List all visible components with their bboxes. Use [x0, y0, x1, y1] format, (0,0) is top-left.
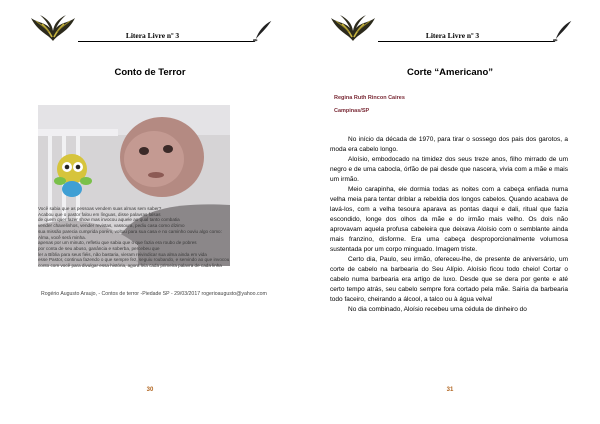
poem-line: apenas por um minuto, refletiu que sabia que o que fazia era roubo de pobres	[38, 240, 197, 246]
poem-line: conto com você para divulgar essa história, agora leia cada primeira palavra de cada linha	[38, 263, 222, 269]
poem-line: Acabou que o pastor falou em línguas, disse palavras falsas	[38, 211, 161, 217]
right-page	[300, 0, 600, 424]
poem-line: ler a Bíblia para seus fiéis, não bastaria, vieram reivindicar sua alma ainda em vida	[38, 251, 207, 257]
poem-line: Alma, você será minha.	[38, 234, 86, 240]
author-name: Regina Ruth Rincon Caires	[334, 95, 405, 101]
poem-line: sua missão parecia cumprida porém, voltou para sua casa e no caminho ouviu algo como:	[38, 228, 222, 234]
poem-line: Você sabia que as pessoas vendem suas almas sem saber?	[38, 206, 162, 211]
page-header	[30, 14, 275, 46]
story-body	[330, 135, 568, 315]
author-credit: Rogério Augusto Araujo, - Contos de terror -Piedade SP - 29/03/2017 rogerioaugusto@yahoo.com	[41, 291, 267, 297]
author-city: Campinas/SP	[334, 108, 370, 114]
header-rule	[378, 41, 555, 42]
paragraph: No dia combinado, Aloísio recebeu uma cédula de dinheiro do	[348, 306, 527, 313]
story-title: Conto de Terror	[114, 67, 186, 78]
paragraph: Certo dia, Paulo, seu irmão, ofereceu-lhe, de presente de aniversário, um corte de cabelo na barbearia do Seu Alípio. Aloísio ficou todo cheio! Cortar o cabelo numa barbearia era artigo de luxo. Desde que se dera por gente e até certo tempo atrás, seu cabelo sempre fora cortado pela mãe. Sairia da barbearia todo faceiro, cheirando a álcool, a talco ou à água velva!	[330, 256, 568, 303]
poem-line: de quem quer fazer show mas invocou aquele ao qual tanto combatia	[38, 217, 180, 223]
quill-pen-icon	[253, 20, 275, 42]
magazine-name: Litera Livre nº 3	[425, 31, 480, 40]
page-number: 30	[146, 387, 154, 393]
page-number: 31	[446, 387, 454, 393]
paragraph: No início da década de 1970, para tirar o sossego dos pais dos garotos, a moda era cabelo longo.	[330, 136, 568, 153]
magazine-name: Litera Livre nº 3	[125, 31, 180, 40]
quill-pen-icon	[553, 20, 575, 42]
paragraph: Meio carapinha, ele dormia todas as noites com a cabeça enfiada numa velha meia para tentar driblar a rebeldia dos longos cabelos. Quando acabava de lavá-los, com a velha tesoura aparava as pontas daqui e dali, ritual que fazia escondido, longe dos olhos da mãe e do irmão mais velho. Os dois não aprovavam aquela profusa cabeleira que deixava Aloísio com o semblante ainda mais franzino, disforme. Era uma cabeça desproporcionalmente volumosa sustentada por um corpo minguado. Imagem triste.	[330, 186, 568, 253]
page-header	[330, 14, 575, 46]
poem-line: por conta de seu abuso, ganância e soberba, percebeu que	[38, 245, 160, 251]
story-title: Corte “Americano”	[406, 67, 494, 78]
poem-line: esse Pastor, continua fazendo o que sempre fez, seguiu roubando, e servindo ao que invocou	[38, 257, 230, 263]
photo-caption-poem	[38, 206, 238, 269]
poem-line: vender chavelinhos, vender revistas, vassoura, pediu casa como dízimo	[38, 223, 185, 229]
paragraph: Aloísio, embodocado na timidez dos seus treze anos, filho mirrado de um negro e de uma cabocla, órfão de pai desde que nascera, vivia com a mãe e mais um irmão.	[330, 156, 568, 183]
header-rule	[78, 41, 255, 42]
